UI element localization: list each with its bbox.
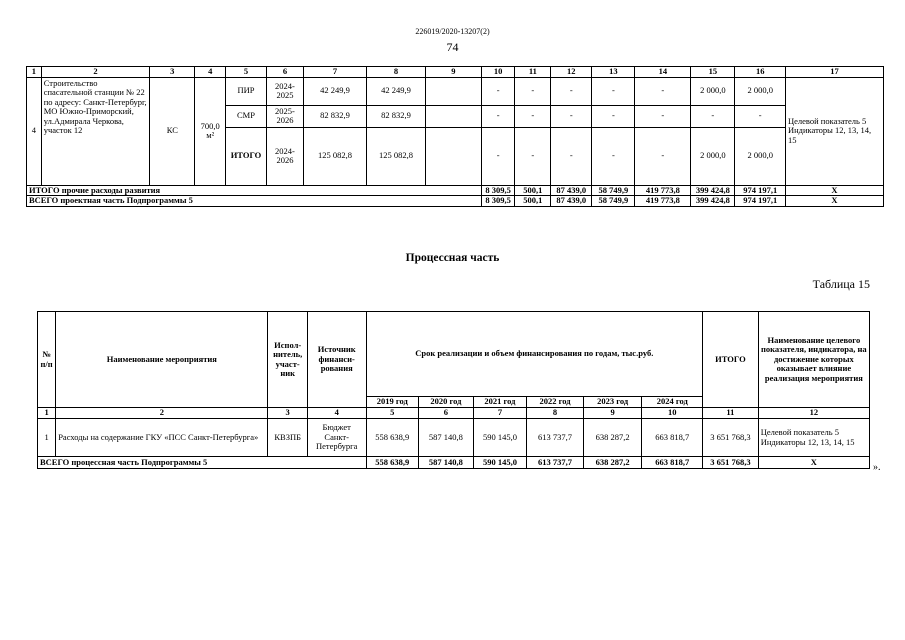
col-number: 3	[268, 408, 307, 419]
col-number: 11	[515, 67, 551, 78]
total-value: 419 773,8	[635, 196, 691, 207]
closing-quote: ».	[873, 462, 881, 473]
value-cell: -	[592, 77, 635, 105]
period: 2024-2026	[267, 127, 304, 185]
row-number: 4	[27, 77, 42, 185]
col-number: 12	[551, 67, 592, 78]
total-value: 638 287,2	[583, 457, 642, 469]
object-code: КС	[150, 77, 195, 185]
col-number: 4	[195, 67, 226, 78]
year-value: 590 145,0	[473, 419, 527, 457]
document-number: 226019/2020-13207(2)	[415, 27, 490, 36]
value-cell: 42 249,9	[367, 77, 426, 105]
table-label: Таблица 15	[812, 277, 870, 291]
value-cell: 82 832,9	[303, 105, 366, 127]
value-cell: -	[551, 127, 592, 185]
total-value: 974 197,1	[735, 185, 786, 196]
col-number: 10	[481, 67, 515, 78]
col-number: 14	[635, 67, 691, 78]
col-number: 13	[592, 67, 635, 78]
total-value: 399 424,8	[691, 196, 735, 207]
header-period: Срок реализации и объем финансирования по годам, тыс.руб.	[366, 312, 703, 397]
value-cell: 2 000,0	[735, 77, 786, 105]
value-cell: -	[551, 77, 592, 105]
target-indicator: Целевой показатель 5 Индикаторы 12, 13, 14, 15	[758, 419, 869, 457]
col-number: 8	[367, 67, 426, 78]
target-indicator: Целевой показатель 5 Индикаторы 12, 13, 14, 15	[785, 77, 883, 185]
header-target: Наименование целевого показателя, индикатора, на достижение которых оказывает влияние реализация мероприятия	[758, 312, 869, 408]
funding-source: Бюджет Санкт-Петербурга	[307, 419, 366, 457]
year-header: 2019 год	[366, 397, 419, 408]
value-cell: -	[635, 127, 691, 185]
total-value: 8 309,5	[481, 185, 515, 196]
header-executor: Испол-нитель, участ-ник	[268, 312, 307, 408]
col-number: 6	[419, 408, 474, 419]
row-total: 3 651 768,3	[703, 419, 759, 457]
total-label: ВСЕГО процессная часть Подпрограммы 5	[38, 457, 367, 469]
year-header: 2023 год	[583, 397, 642, 408]
value-cell: -	[735, 105, 786, 127]
project-table	[26, 66, 884, 207]
col-number: 11	[703, 408, 759, 419]
col-number: 7	[303, 67, 366, 78]
total-value: 663 818,7	[642, 457, 703, 469]
col-number: 16	[735, 67, 786, 78]
stage: ИТОГО	[225, 127, 266, 185]
value-cell: 2 000,0	[691, 127, 735, 185]
year-value: 558 638,9	[366, 419, 419, 457]
total-row	[27, 185, 884, 196]
col-number: 3	[150, 67, 195, 78]
value-cell: 125 082,8	[367, 127, 426, 185]
header-total: ИТОГО	[703, 312, 759, 408]
period: 2024-2025	[267, 77, 304, 105]
value-cell: -	[592, 127, 635, 185]
value-cell: -	[551, 105, 592, 127]
stage: СМР	[225, 105, 266, 127]
value-cell	[425, 127, 481, 185]
total-value: 87 439,0	[551, 185, 592, 196]
col-number: 15	[691, 67, 735, 78]
grand-total: 3 651 768,3	[703, 457, 759, 469]
total-value: 58 749,9	[592, 185, 635, 196]
total-label: ИТОГО прочие расходы развития	[27, 185, 482, 196]
year-value: 613 737,7	[527, 419, 584, 457]
value-cell	[425, 105, 481, 127]
year-header: 2024 год	[642, 397, 703, 408]
value-cell: -	[515, 105, 551, 127]
col-number: 5	[225, 67, 266, 78]
value-cell: -	[515, 77, 551, 105]
value-cell: -	[592, 105, 635, 127]
value-cell: -	[481, 105, 515, 127]
col-number: 6	[267, 67, 304, 78]
value-cell: 125 082,8	[303, 127, 366, 185]
process-table	[37, 311, 870, 469]
column-number-row	[38, 408, 870, 419]
period: 2025-2026	[267, 105, 304, 127]
column-number-row	[27, 67, 884, 78]
col-number: 1	[27, 67, 42, 78]
page-number: 74	[446, 40, 459, 54]
total-value: 500,1	[515, 196, 551, 207]
value-cell: -	[515, 127, 551, 185]
col-number: 8	[527, 408, 584, 419]
value-cell: -	[635, 105, 691, 127]
value-cell: -	[691, 105, 735, 127]
header-row	[38, 312, 870, 397]
value-cell: 2 000,0	[735, 127, 786, 185]
total-value: 58 749,9	[592, 196, 635, 207]
year-value: 587 140,8	[419, 419, 474, 457]
col-number: 2	[56, 408, 268, 419]
total-value: 500,1	[515, 185, 551, 196]
value-cell: 42 249,9	[303, 77, 366, 105]
col-number: 1	[38, 408, 56, 419]
total-mark: Х	[758, 457, 869, 469]
header-num: № п/п	[38, 312, 56, 408]
year-header: 2020 год	[419, 397, 474, 408]
total-label: ВСЕГО проектная часть Подпрограммы 5	[27, 196, 482, 207]
value-cell: 82 832,9	[367, 105, 426, 127]
object-name: Строительство спасательной станции № 22 по адресу: Санкт-Петербург, МО Южно-Приморский, ул.Адмирала Черкова, участок 12	[41, 77, 149, 185]
col-number: 12	[758, 408, 869, 419]
year-header: 2022 год	[527, 397, 584, 408]
col-number: 10	[642, 408, 703, 419]
total-value: 974 197,1	[735, 196, 786, 207]
total-value: 587 140,8	[419, 457, 474, 469]
total-value: 613 737,7	[527, 457, 584, 469]
year-header: 2021 год	[473, 397, 527, 408]
total-row	[38, 457, 870, 469]
year-value: 663 818,7	[642, 419, 703, 457]
row-number: 1	[38, 419, 56, 457]
total-mark: Х	[785, 185, 883, 196]
total-value: 87 439,0	[551, 196, 592, 207]
value-cell: 2 000,0	[691, 77, 735, 105]
col-number: 9	[583, 408, 642, 419]
total-value: 8 309,5	[481, 196, 515, 207]
col-number: 9	[425, 67, 481, 78]
col-number: 17	[785, 67, 883, 78]
value-cell	[425, 77, 481, 105]
activity-name: Расходы на содержание ГКУ «ПСС Санкт-Петербурга»	[56, 419, 268, 457]
total-mark: Х	[785, 196, 883, 207]
total-row	[27, 196, 884, 207]
header-source: Источник финанси-рования	[307, 312, 366, 408]
col-number: 2	[41, 67, 149, 78]
value-cell: -	[481, 77, 515, 105]
table-row	[27, 77, 884, 105]
col-number: 5	[366, 408, 419, 419]
object-capacity: 700,0 м²	[195, 77, 226, 185]
total-value: 419 773,8	[635, 185, 691, 196]
total-value: 590 145,0	[473, 457, 527, 469]
table-row	[38, 419, 870, 457]
stage: ПИР	[225, 77, 266, 105]
col-number: 4	[307, 408, 366, 419]
col-number: 7	[473, 408, 527, 419]
executor: КВЗПБ	[268, 419, 307, 457]
total-value: 399 424,8	[691, 185, 735, 196]
value-cell: -	[635, 77, 691, 105]
section-heading: Процессная часть	[405, 252, 500, 264]
total-value: 558 638,9	[366, 457, 419, 469]
year-value: 638 287,2	[583, 419, 642, 457]
header-name: Наименование мероприятия	[56, 312, 268, 408]
value-cell: -	[481, 127, 515, 185]
